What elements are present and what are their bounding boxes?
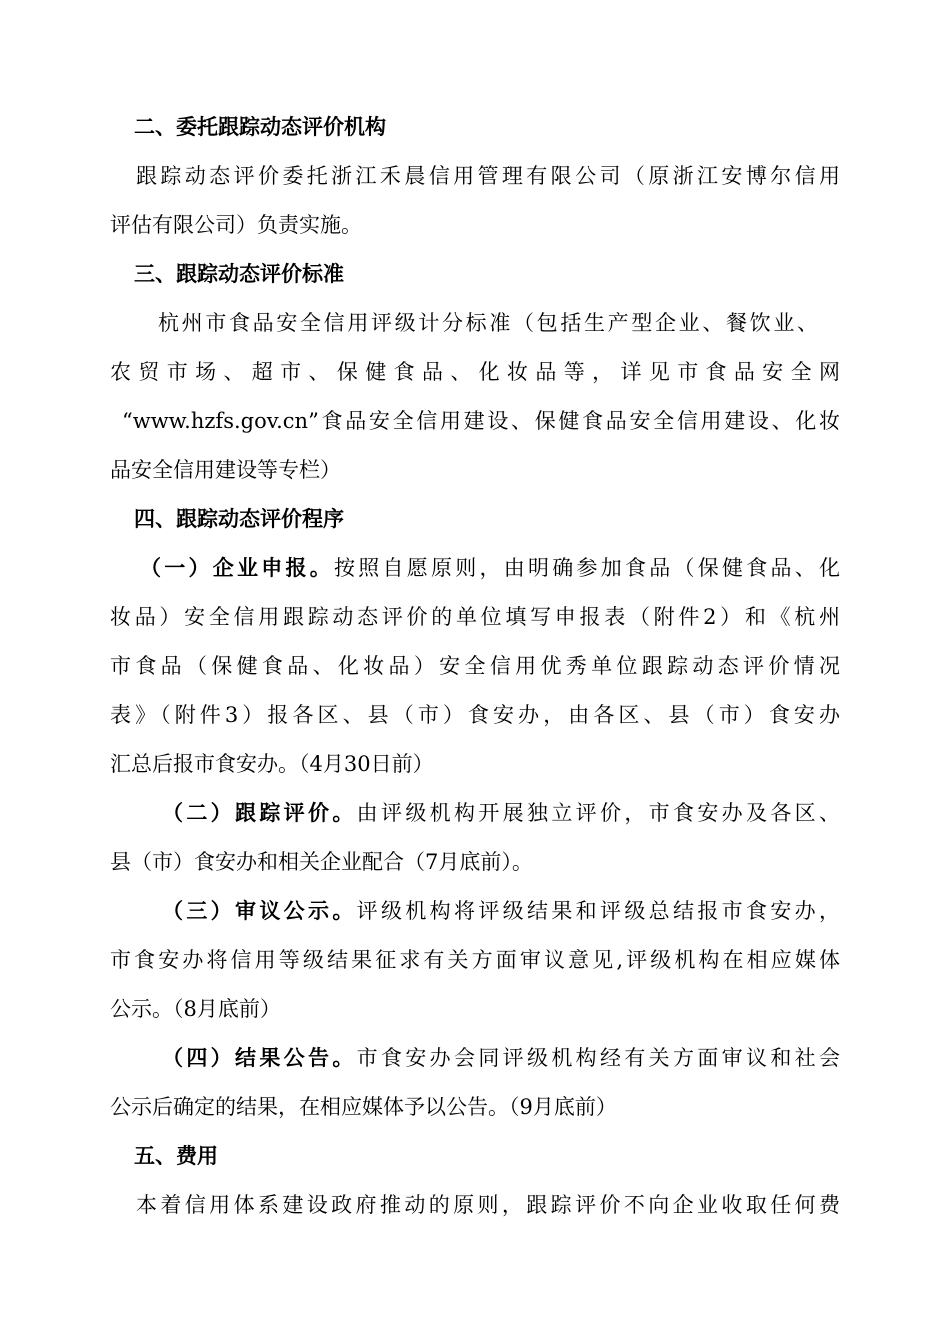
paragraph-line: 县（市）食安办和相关企业配合（7月底前）。 xyxy=(110,849,533,874)
paragraph-line: 表》（附件3）报各区、县（市）食安办，由各区、县（市）食安办 xyxy=(110,702,840,727)
procedure-item-1: （一）企业申报。按照自愿原则，由明确参加食品（保健食品、化 xyxy=(140,554,840,580)
paragraph-line: 汇总后报市食安办。（4月30日前） xyxy=(110,751,434,776)
item-label: （一）企业申报。 xyxy=(140,554,334,580)
paragraph-line: 跟踪动态评价委托浙江禾晨信用管理有限公司（原浙江安博尔信用 xyxy=(136,163,840,188)
section-heading: 二、委托跟踪动态评价机构 xyxy=(134,113,386,139)
paragraph-line: 品安全信用建设等专栏） xyxy=(110,457,341,482)
paragraph-line: 杭州市食品安全信用评级计分标准（包括生产型企业、餐饮业、 xyxy=(158,310,818,335)
document-page xyxy=(110,102,840,1229)
item-label: （三）审议公示。 xyxy=(162,897,357,923)
item-label: （四）结果公告。 xyxy=(162,1044,357,1070)
section-heading: 五、费用 xyxy=(134,1142,218,1168)
paragraph-line: 市食安办将信用等级结果征求有关方面审议意见,评级机构在相应媒体 xyxy=(110,947,840,972)
section-heading: 四、跟踪动态评价程序 xyxy=(134,505,344,531)
paragraph-line: 妆品）安全信用跟踪动态评价的单位填写申报表（附件2）和《杭州 xyxy=(110,604,840,629)
section-heading: 三、跟踪动态评价标准 xyxy=(134,260,344,286)
item-label: （二）跟踪评价。 xyxy=(162,799,357,825)
paragraph-line: 农贸市场、超市、保健食品、化妆品等，详见市食品安全网 xyxy=(110,359,840,384)
paragraph-line: 公示。（8月底前） xyxy=(110,996,281,1021)
procedure-item-4: （四）结果公告。市食安办会同评级机构经有关方面审议和社会 xyxy=(162,1044,841,1070)
procedure-item-3: （三）审议公示。评级机构将评级结果和评级总结报市食安办， xyxy=(162,897,841,923)
paragraph-line: 市食品（保健食品、化妆品）安全信用优秀单位跟踪动态评价情况 xyxy=(110,653,840,678)
paragraph-line: 公示后确定的结果，在相应媒体予以公告。（9月底前） xyxy=(110,1094,617,1119)
paragraph-line: 本着信用体系建设政府推动的原则，跟踪评价不向企业收取任何费 xyxy=(136,1192,840,1217)
paragraph-line: “www.hzfs.gov.cn”食品安全信用建设、保健食品安全信用建设、化妆 xyxy=(122,408,840,433)
paragraph-line: 评估有限公司）负责实施。 xyxy=(110,212,362,237)
procedure-item-2: （二）跟踪评价。由评级机构开展独立评价，市食安办及各区、 xyxy=(162,799,841,825)
